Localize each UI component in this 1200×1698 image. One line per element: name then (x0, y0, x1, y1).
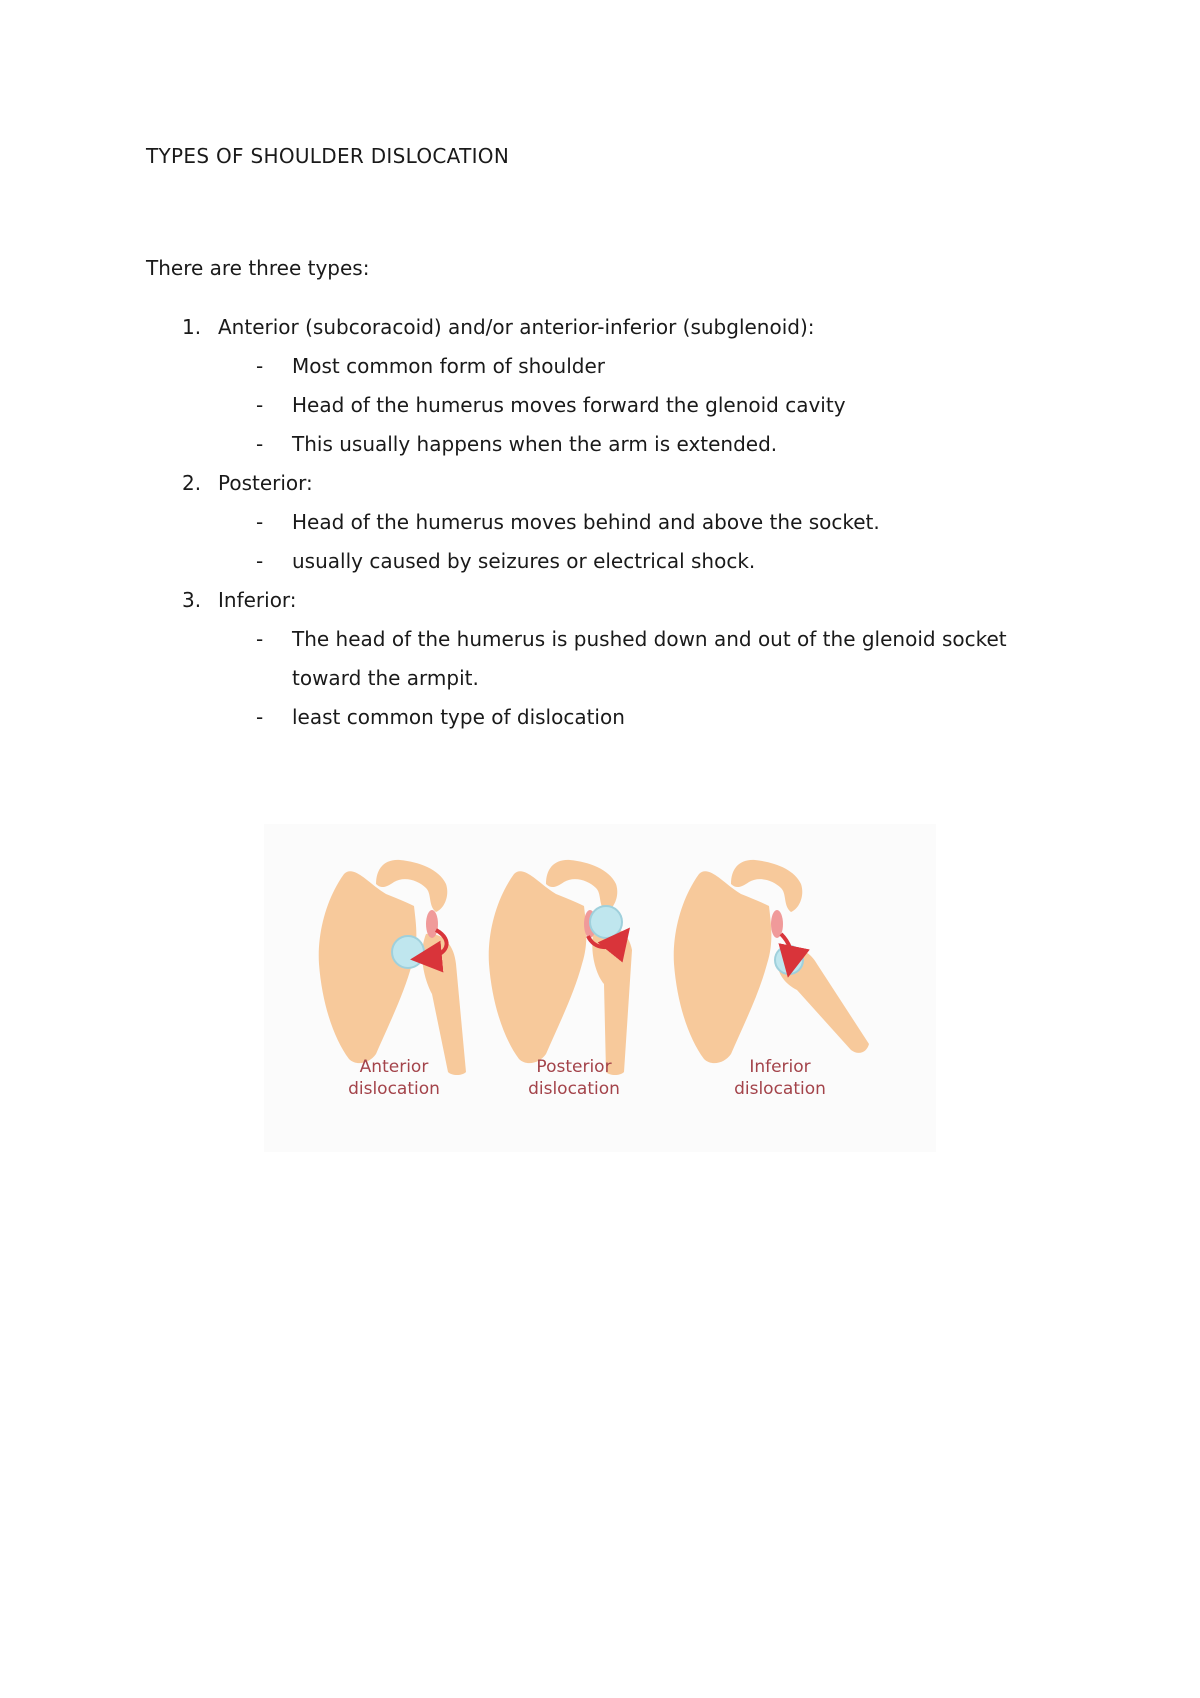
humeral-head (392, 936, 424, 968)
caption-posterior-line2: dislocation (528, 1079, 620, 1099)
bullet-item (146, 347, 1082, 386)
list-item-anterior (146, 308, 1046, 347)
list-heading: Inferior: (218, 588, 297, 612)
bullet-text: This usually happens when the arm is extended. (292, 432, 778, 456)
bullet-marker: - (256, 393, 264, 417)
bullet-marker: - (256, 510, 264, 534)
bullet-item (146, 386, 1082, 425)
bullet-text: Head of the humerus moves behind and above the socket. (292, 510, 880, 534)
dislocation-illustration (264, 824, 936, 1152)
shoulder-dislocation-figure (264, 824, 936, 1152)
caption-anterior-line2: dislocation (348, 1079, 440, 1099)
bullet-marker: - (256, 705, 264, 729)
list-number: 2. (182, 471, 202, 495)
bullet-text: Most common form of shoulder (292, 354, 605, 378)
intro-text: There are three types: (146, 256, 370, 280)
scapula-shape (674, 871, 772, 1063)
humeral-head (590, 906, 622, 938)
caption-inferior-line2: dislocation (734, 1079, 826, 1099)
bullet-text: The head of the humerus is pushed down and out of the glenoid socket toward the armpit. (292, 627, 1007, 690)
humerus-shaft (422, 934, 466, 1075)
glenoid-cartilage (426, 910, 438, 938)
caption-posterior-line1: Posterior (536, 1057, 612, 1077)
bullet-marker: - (256, 432, 264, 456)
list-item-posterior (146, 464, 1046, 503)
panel-inferior (674, 860, 869, 1063)
bullet-marker: - (256, 549, 264, 573)
bullet-text: least common type of dislocation (292, 705, 625, 729)
bullet-item (146, 620, 1082, 698)
caption-anterior-line1: Anterior (359, 1057, 429, 1077)
bullet-text: Head of the humerus moves forward the glenoid cavity (292, 393, 846, 417)
page-title: TYPES OF SHOULDER DISLOCATION (146, 144, 510, 168)
panel-anterior (319, 860, 466, 1075)
scapula-shape (489, 871, 587, 1063)
caption-inferior-line1: Inferior (749, 1057, 811, 1077)
bullet-item (146, 698, 1082, 737)
bullet-marker: - (256, 627, 264, 651)
dislocation-types-list (146, 308, 1046, 737)
list-heading: Anterior (subcoracoid) and/or anterior-inferior (subglenoid): (218, 315, 815, 339)
bullet-item (146, 503, 1082, 542)
list-number: 3. (182, 588, 202, 612)
bullet-item (146, 542, 1082, 581)
bullet-item (146, 425, 1082, 464)
bullet-marker: - (256, 354, 264, 378)
bullet-text: usually caused by seizures or electrical shock. (292, 549, 756, 573)
list-heading: Posterior: (218, 471, 313, 495)
panel-posterior (489, 860, 632, 1075)
list-item-inferior (146, 581, 1046, 620)
list-number: 1. (182, 315, 202, 339)
